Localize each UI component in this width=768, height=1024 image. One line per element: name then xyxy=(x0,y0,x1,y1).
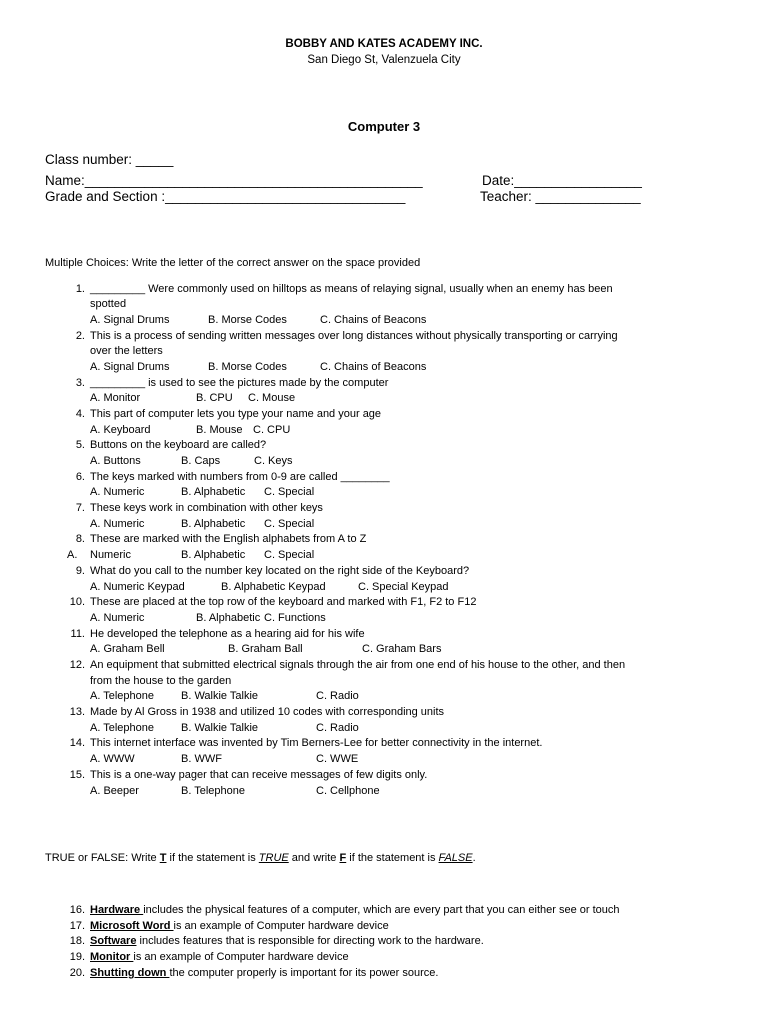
choice-a: A. Signal Drums xyxy=(90,314,170,326)
question-number: 11. xyxy=(70,628,85,640)
question-text: Made by Al Gross in 1938 and utilized 10 codes with corresponding units xyxy=(90,706,445,718)
choice-b: B. Walkie Talkie xyxy=(181,690,259,702)
question-text: The keys marked with numbers from 0-9 are called ________ xyxy=(90,471,390,483)
question-text: These keys work in combination with other keys xyxy=(90,502,323,514)
choice-c: C. Chains of Beacons xyxy=(320,361,427,373)
question-text-continued: spotted xyxy=(90,298,127,310)
question-number: 2. xyxy=(75,330,85,342)
class-number-field: Class number: _____ xyxy=(45,152,174,167)
choice-c: C. Functions xyxy=(264,612,326,624)
question-text: An equipment that submitted electrical signals through the air from one end of his house to the other, and then xyxy=(90,659,626,671)
question-text: What do you call to the number key located on the right side of the Keyboard? xyxy=(90,565,470,577)
question-text: He developed the telephone as a hearing aid for his wife xyxy=(90,628,365,640)
question-number: 14. xyxy=(69,737,85,749)
tf-number: 16. xyxy=(69,904,85,916)
choice-b: B. Morse Codes xyxy=(208,314,287,326)
question-text: This is a one-way pager that can receive messages of few digits only. xyxy=(90,769,428,781)
tf-term: Hardware xyxy=(90,904,144,916)
choice-b: B. Walkie Talkie xyxy=(181,722,259,734)
tf-text: includes the physical features of a computer, which are every part that you can either see or touch xyxy=(143,904,620,916)
tf-number: 17. xyxy=(69,920,85,932)
question-number: 13. xyxy=(69,706,85,718)
choice-b: B. Alphabetic xyxy=(181,518,246,530)
tf-number: 20. xyxy=(69,967,85,979)
choice-b: B. Telephone xyxy=(181,785,246,797)
teacher-field: Teacher: ______________ xyxy=(480,189,641,204)
choice-a: A. Keyboard xyxy=(90,424,151,436)
question-text: This is a process of sending written messages over long distances without physically transporting or carrying xyxy=(90,330,618,342)
tf-number: 19. xyxy=(69,951,85,963)
tf-number: 18. xyxy=(69,935,85,947)
choice-b: B. Alphabetic Keypad xyxy=(221,581,326,593)
question-text: These are placed at the top row of the keyboard and marked with F1, F2 to F12 xyxy=(90,596,477,608)
false-word: FALSE xyxy=(438,852,473,864)
choice-b: B. CPU xyxy=(196,392,233,404)
choice-b: B. Caps xyxy=(181,455,221,467)
true-word: TRUE xyxy=(258,852,289,864)
choice-b: B. Mouse xyxy=(196,424,243,436)
question-number: 12. xyxy=(69,659,85,671)
question-text-continued: from the house to the garden xyxy=(90,675,232,687)
question-number: 3. xyxy=(75,377,85,389)
choice-a: A. Telephone xyxy=(90,690,155,702)
question-text: _________ is used to see the pictures made by the computer xyxy=(90,377,389,389)
question-text: This part of computer lets you type your name and your age xyxy=(90,408,382,420)
tf-text: is an example of Computer hardware device xyxy=(173,920,389,932)
question-text: This internet interface was invented by Tim Berners-Lee for better connectivity in the internet. xyxy=(90,737,543,749)
choice-c: C. Special xyxy=(264,549,315,561)
choice-c: C. Special xyxy=(264,486,315,498)
question-text-continued: over the letters xyxy=(90,345,163,357)
tf-text: the computer properly is important for its power source. xyxy=(169,967,439,979)
choice-b: B. Alphabetic xyxy=(181,486,246,498)
date-field: Date:_________________ xyxy=(482,173,642,188)
choice-a: A. Numeric xyxy=(90,518,145,530)
question-number: 1. xyxy=(75,283,85,295)
choice-c: C. Mouse xyxy=(248,392,296,404)
choice-b: B. Morse Codes xyxy=(208,361,287,373)
choice-c: C. Radio xyxy=(316,722,359,734)
question-number: 8. xyxy=(75,533,85,545)
question-text: These are marked with the English alphabets from A to Z xyxy=(90,533,367,545)
true-false-instructions: TRUE or FALSE: Write T if the statement is TRUE and write F if the statement is FALSE. xyxy=(45,852,476,864)
question-number: 5. xyxy=(75,439,85,451)
school-address: San Diego St, Valenzuela City xyxy=(307,54,461,66)
choice-a: A. xyxy=(67,549,78,561)
question-number: 6. xyxy=(75,471,85,483)
choice-c: C. Radio xyxy=(316,690,359,702)
choice-c: C. Special xyxy=(264,518,315,530)
tf-term: Monitor xyxy=(90,951,134,963)
subject-title: Computer 3 xyxy=(347,119,421,134)
choice-c: C. CPU xyxy=(253,424,291,436)
choice-a: A. WWW xyxy=(90,753,135,765)
choice-a: A. Monitor xyxy=(90,392,141,404)
tf-text: includes features that is responsible for directing work to the hardware. xyxy=(136,935,484,947)
choice-a: A. Graham Bell xyxy=(90,643,165,655)
choice-c: C. Special Keypad xyxy=(358,581,449,593)
name-field: Name:_____________________________________________ xyxy=(45,173,423,188)
choice-a: A. Numeric Keypad xyxy=(90,581,185,593)
choice-b: B. Graham Ball xyxy=(228,643,303,655)
question-number: 15. xyxy=(69,769,85,781)
f-letter: F xyxy=(339,852,347,864)
choice-b: B. Alphabetic xyxy=(181,549,246,561)
grade-section-field: Grade and Section :________________________________ xyxy=(45,189,406,204)
choice-a: A. Beeper xyxy=(90,785,139,797)
choice-a: A. Buttons xyxy=(90,455,141,467)
choice-a: A. Telephone xyxy=(90,722,155,734)
choice-a-text: Numeric xyxy=(90,549,131,561)
tf-term: Shutting down xyxy=(90,967,170,979)
choice-c: C. Keys xyxy=(254,455,293,467)
question-text: Buttons on the keyboard are called? xyxy=(90,439,267,451)
question-number: 7. xyxy=(75,502,85,514)
choice-c: C. Chains of Beacons xyxy=(320,314,427,326)
tf-term: Microsoft Word xyxy=(90,920,174,932)
school-name: BOBBY AND KATES ACADEMY INC. xyxy=(285,38,483,50)
choice-c: C. WWE xyxy=(316,753,359,765)
choice-a: A. Numeric xyxy=(90,486,145,498)
question-number: 10. xyxy=(69,596,85,608)
t-letter: T xyxy=(159,852,167,864)
choice-a: A. Numeric xyxy=(90,612,145,624)
tf-text: is an example of Computer hardware device xyxy=(133,951,349,963)
choice-c: C. Graham Bars xyxy=(362,643,442,655)
question-text: _________ Were commonly used on hilltops as means of relaying signal, usually when an enemy has been xyxy=(90,283,613,295)
question-number: 9. xyxy=(75,565,85,577)
choice-b: B. WWF xyxy=(181,753,222,765)
multiple-choice-instructions: Multiple Choices: Write the letter of the correct answer on the space provided xyxy=(45,257,421,269)
choice-c: C. Cellphone xyxy=(316,785,380,797)
choice-b: B. Alphabetic xyxy=(196,612,261,624)
choice-a: A. Signal Drums xyxy=(90,361,170,373)
question-number: 4. xyxy=(75,408,85,420)
tf-term: Software xyxy=(90,935,137,947)
